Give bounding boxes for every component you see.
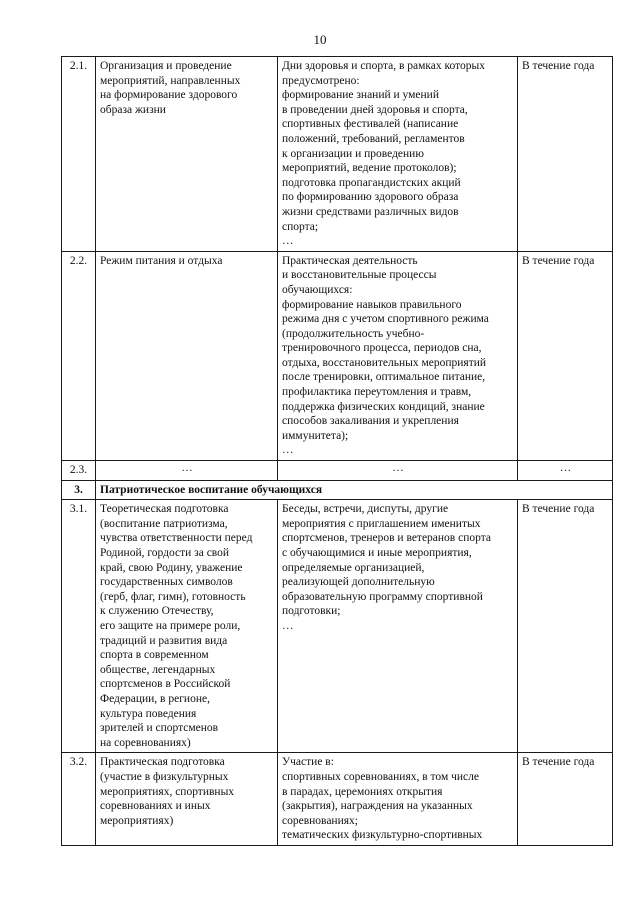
text-line: профилактика переутомления и травм, — [282, 386, 472, 399]
text-line: предусмотрено: — [282, 74, 360, 87]
row-number-cell: 3. — [62, 480, 96, 500]
text-line: формирование навыков правильного — [282, 298, 462, 311]
text-line: образа жизни — [100, 103, 166, 116]
text-line: мероприятий, направленных — [100, 74, 241, 87]
text-line: к служению Отечеству, — [100, 605, 214, 618]
activity-content-cell — [278, 251, 518, 460]
text-line: по формированию здорового образа — [282, 191, 459, 204]
table-row — [62, 251, 613, 460]
activity-period-cell: В течение года — [518, 753, 613, 846]
text-line: образовательную программу спортивной — [282, 590, 483, 603]
text-line: на формирование здорового — [100, 89, 238, 102]
activity-plan-table — [61, 56, 613, 846]
text-line: жизни средствами различных видов — [282, 205, 459, 218]
text-line: тренировочного процесса, периодов сна, — [282, 342, 482, 355]
content-cell: … — [278, 461, 518, 481]
text-line: край, свою Родину, уважение — [100, 561, 243, 574]
text-line: Режим питания и отдыха — [100, 254, 223, 267]
text-line: культура поведения — [100, 707, 197, 720]
text-line: спортсменов в Российской — [100, 678, 231, 691]
row-number-cell: 3.2. — [62, 753, 96, 846]
text-line: (закрытия), награждения на указанных — [282, 800, 473, 813]
row-number-cell: 3.1. — [62, 500, 96, 753]
text-line: (воспитание патриотизма, — [100, 517, 228, 530]
text-line: спорта в современном — [100, 649, 209, 662]
text-line: … — [282, 619, 294, 632]
text-line: формирование знаний и умений — [282, 89, 439, 102]
text-line: мероприятиях) — [100, 814, 174, 827]
activity-period-cell: В течение года — [518, 57, 613, 252]
text-line: положений, требований, регламентов — [282, 132, 465, 145]
activity-content-cell — [278, 753, 518, 846]
text-line: спортивных соревнованиях, в том числе — [282, 770, 479, 783]
text-line: спорта; — [282, 220, 319, 233]
activity-content-cell — [278, 57, 518, 252]
title-cell: … — [96, 461, 278, 481]
text-line: … — [282, 444, 294, 457]
text-line: Практическая деятельность — [282, 254, 418, 267]
table-row — [62, 500, 613, 753]
text-line: мероприятиях, спортивных — [100, 785, 235, 798]
text-line: спортсменов, тренеров и ветеранов спорта — [282, 532, 491, 545]
section-title-cell: Патриотическое воспитание обучающихся — [96, 480, 613, 500]
text-line: с обучающимися и иные мероприятия, — [282, 547, 472, 559]
text-line: государственных символов — [100, 576, 233, 589]
text-line: в парадах, церемониях открытия — [282, 785, 443, 798]
text-line: иммунитета); — [282, 429, 349, 442]
text-line: подготовки; — [282, 605, 341, 618]
row-number-cell: 2.3. — [62, 461, 96, 481]
text-line: определяемые организацией, — [282, 561, 425, 574]
text-line: обществе, легендарных — [100, 663, 216, 676]
text-line: (продолжительность учебно- — [282, 327, 425, 340]
row-number-cell: 2.2. — [62, 251, 96, 460]
activity-period-cell: В течение года — [518, 500, 613, 753]
text-line: (герб, флаг, гимн), готовность — [100, 590, 246, 603]
text-line: мероприятий, ведение протоколов); — [282, 162, 457, 175]
row-number-cell: 2.1. — [62, 57, 96, 252]
text-line: после тренировки, оптимальное питание, — [282, 371, 486, 384]
text-line: (участие в физкультурных — [100, 770, 229, 783]
activity-title-cell — [96, 57, 278, 252]
text-line: режима дня с учетом спортивного режима — [282, 313, 489, 326]
text-line: Родиной, гордости за свой — [100, 547, 230, 559]
text-line: соревнованиях; — [282, 814, 358, 827]
text-line: реализующей дополнительную — [282, 576, 435, 589]
text-line: Дни здоровья и спорта, в рамках которых — [282, 60, 485, 72]
period-cell: … — [518, 461, 613, 481]
table-row — [62, 461, 613, 481]
text-line: зрителей и спортсменов — [100, 722, 219, 735]
text-line: в проведении дней здоровья и спорта, — [282, 103, 468, 116]
text-line: Федерации, в регионе, — [100, 692, 210, 705]
activity-period-cell: В течение года — [518, 251, 613, 460]
page-number: 10 — [313, 32, 327, 47]
text-line: чувства ответственности перед — [100, 532, 253, 545]
text-line: его защите на примере роли, — [100, 619, 241, 632]
table-row — [62, 57, 613, 252]
text-line: Теоретическая подготовка — [100, 503, 229, 516]
table-row — [62, 480, 613, 500]
text-line: Беседы, встречи, диспуты, другие — [282, 503, 449, 516]
text-line: на соревнованиях) — [100, 736, 191, 749]
text-line: к организации и проведению — [282, 147, 424, 160]
text-line: обучающихся: — [282, 283, 353, 296]
text-line: Организация и проведение — [100, 60, 232, 72]
table-row — [62, 753, 613, 846]
text-line: способов закаливания и укрепления — [282, 415, 459, 428]
text-line: подготовка пропагандистских акций — [282, 176, 461, 189]
text-line: отдыха, восстановительных мероприятий — [282, 356, 487, 369]
text-line: Участие в: — [282, 756, 334, 769]
text-line: … — [282, 235, 294, 248]
text-line: спортивных фестивалей (написание — [282, 118, 459, 131]
text-line: соревнованиях и иных — [100, 800, 211, 813]
activity-content-cell — [278, 500, 518, 753]
text-line: традиций и развития вида — [100, 634, 228, 647]
text-line: и восстановительные процессы — [282, 269, 437, 282]
activity-title-cell — [96, 500, 278, 753]
text-line: тематических физкультурно-спортивных — [282, 829, 483, 842]
text-line: поддержка физических кондиций, знание — [282, 400, 485, 413]
activity-title-cell — [96, 251, 278, 460]
text-line: Практическая подготовка — [100, 756, 225, 769]
text-line: мероприятия с приглашением именитых — [282, 517, 481, 530]
activity-title-cell — [96, 753, 278, 846]
